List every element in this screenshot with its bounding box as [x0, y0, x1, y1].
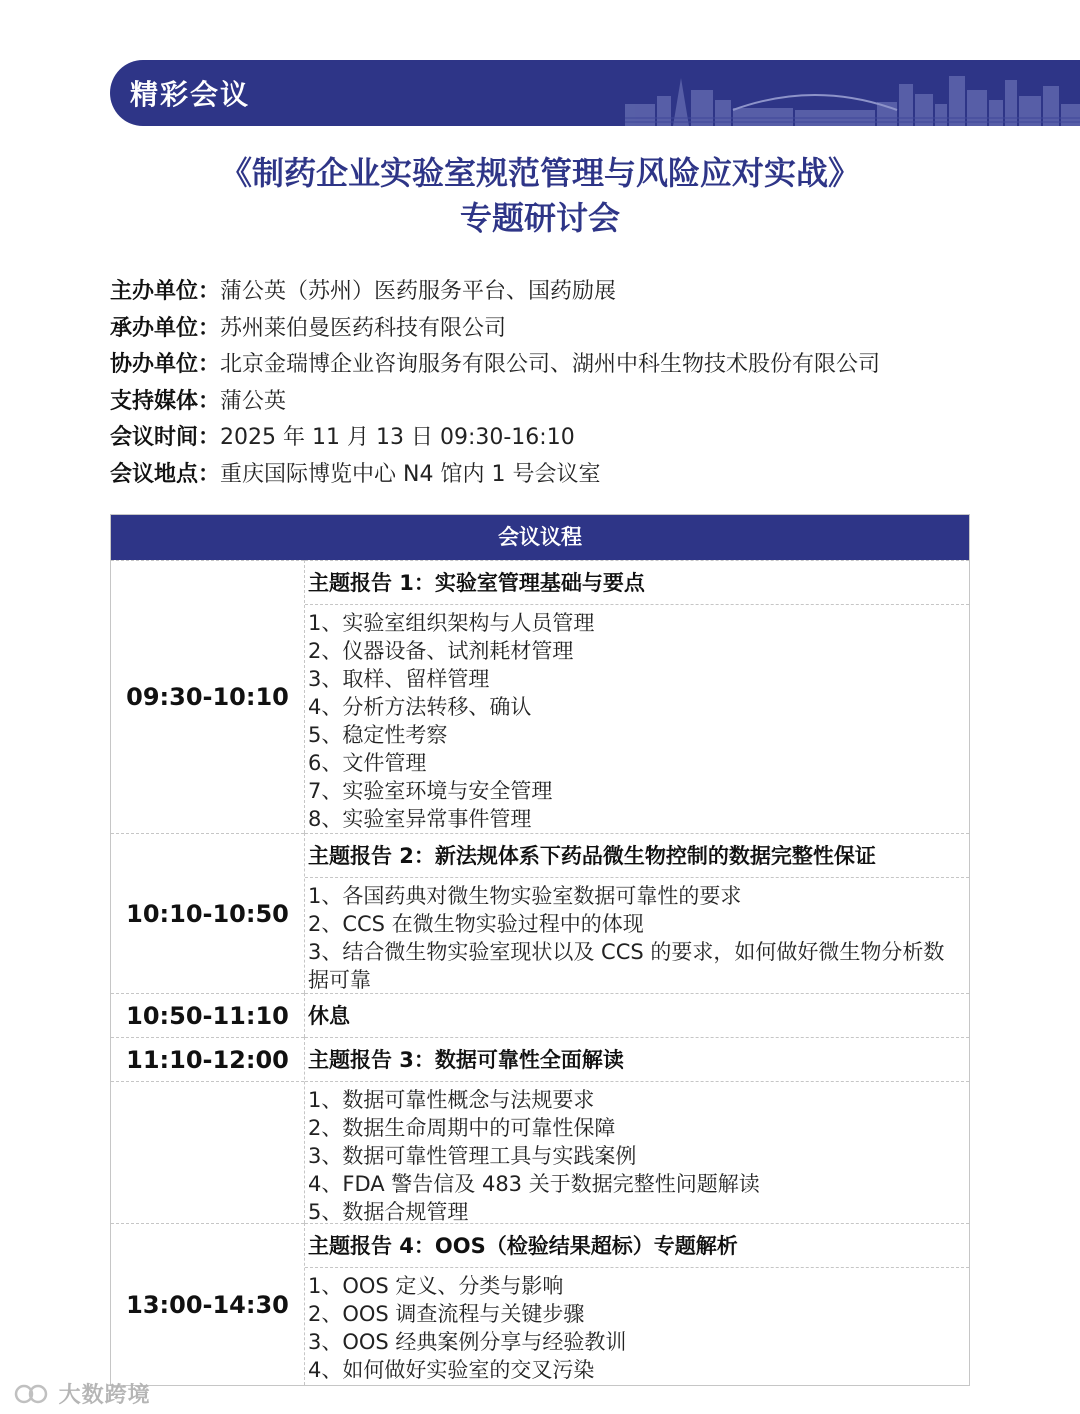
- agenda-item: 8、实验室异常事件管理: [308, 807, 532, 831]
- info-value: 重庆国际博览中心 N4 馆内 1 号会议室: [220, 461, 601, 487]
- info-value: 2025 年 11 月 13 日 09:30-16:10: [220, 425, 575, 450]
- agenda-item: 2、仪器设备、试剂耗材管理: [308, 639, 574, 663]
- agenda-item: 3、取样、留样管理: [308, 667, 490, 691]
- info-label: 承办单位：: [110, 315, 221, 341]
- session-time: 09:30-10:10: [111, 560, 304, 833]
- agenda-table: [110, 514, 970, 1386]
- session-topic: 休息: [305, 993, 969, 1038]
- agenda-item: 3、OOS 经典案例分享与经验教训: [308, 1330, 627, 1354]
- session-topic: 主题报告 1：实验室管理基础与要点: [305, 560, 969, 605]
- agenda-item: 3、结合微生物实验室现状以及 CCS 的要求，如何做好微生物分析数据可靠: [308, 940, 945, 992]
- info-value: 蒲公英（苏州）医药服务平台、国药励展: [220, 279, 617, 304]
- session-topic: 主题报告 4：OOS（检验结果超标）专题解析: [305, 1223, 969, 1268]
- agenda-item: 6、文件管理: [308, 751, 427, 775]
- session-time: 10:10-10:50: [111, 833, 304, 993]
- agenda-item: 3、数据可靠性管理工具与实践案例: [308, 1144, 637, 1168]
- agenda-item: 1、各国药典对微生物实验室数据可靠性的要求: [308, 884, 742, 908]
- info-row-media: [110, 384, 1010, 421]
- session-content: [304, 560, 969, 833]
- session-items: [305, 1082, 969, 1226]
- agenda-item: 2、数据生命周期中的可靠性保障: [308, 1116, 616, 1140]
- agenda-item: 5、稳定性考察: [308, 723, 448, 747]
- info-value: 苏州莱伯曼医药科技有限公司: [220, 315, 507, 341]
- info-row-undertaker: [110, 311, 1010, 348]
- session-items: [305, 1268, 969, 1384]
- banner-title: 精彩会议: [130, 78, 251, 111]
- info-row-time: [110, 420, 1010, 457]
- session-content: [304, 993, 969, 1037]
- session-time: 10:50-11:10: [111, 993, 304, 1037]
- agenda-item: 7、实验室环境与安全管理: [308, 779, 553, 803]
- session-time: 13:00-14:30: [111, 1223, 304, 1385]
- agenda-item: 1、数据可靠性概念与法规要求: [308, 1088, 595, 1112]
- info-label: 协办单位：: [110, 352, 221, 377]
- city-skyline-icon: [625, 60, 1080, 126]
- info-label: 支持媒体：: [110, 388, 221, 414]
- info-row-organizer: [110, 274, 1010, 311]
- session-items: [305, 878, 969, 994]
- session-topic: 主题报告 3：数据可靠性全面解读: [305, 1037, 969, 1082]
- info-row-venue: [110, 457, 1010, 494]
- agenda-item: 4、分析方法转移、确认: [308, 695, 532, 719]
- page-title: 《制药企业实验室规范管理与风险应对实战》: [219, 154, 860, 192]
- session-content: [304, 833, 969, 993]
- watermark-logo-icon: [14, 1383, 50, 1405]
- info-label: 会议时间：: [110, 425, 221, 450]
- meeting-info: [110, 274, 1010, 493]
- watermark-text: 大数跨境: [58, 1383, 151, 1408]
- session-time: 11:10-12:00: [111, 1037, 304, 1081]
- agenda-item: 4、FDA 警告信及 483 关于数据完整性问题解读: [308, 1172, 760, 1196]
- info-value: 北京金瑞博企业咨询服务有限公司、湖州中科生物技术股份有限公司: [220, 352, 881, 377]
- info-label: 会议地点：: [110, 461, 221, 487]
- agenda-item: 1、实验室组织架构与人员管理: [308, 611, 595, 635]
- session-items: [305, 605, 969, 833]
- agenda-header: 会议议程: [111, 515, 969, 560]
- agenda-item: 4、如何做好实验室的交叉污染: [308, 1358, 595, 1382]
- section-banner: [110, 60, 1080, 126]
- agenda-item: 5、数据合规管理: [308, 1200, 469, 1224]
- agenda-item: 1、OOS 定义、分类与影响: [308, 1274, 564, 1298]
- session-topic: 主题报告 2：新法规体系下药品微生物控制的数据完整性保证: [305, 833, 969, 878]
- info-label: 主办单位：: [110, 279, 221, 304]
- agenda-item: 2、OOS 调查流程与关键步骤: [308, 1302, 585, 1326]
- info-value: 蒲公英: [220, 388, 287, 414]
- agenda-item: 2、CCS 在微生物实验过程中的体现: [308, 912, 644, 936]
- info-row-co-organizer: [110, 347, 1010, 384]
- session-time-empty: [111, 1081, 304, 1223]
- page-subtitle: 专题研讨会: [459, 199, 620, 237]
- session-content: [304, 1223, 969, 1385]
- watermark: [14, 1378, 151, 1409]
- session-content: [304, 1037, 969, 1223]
